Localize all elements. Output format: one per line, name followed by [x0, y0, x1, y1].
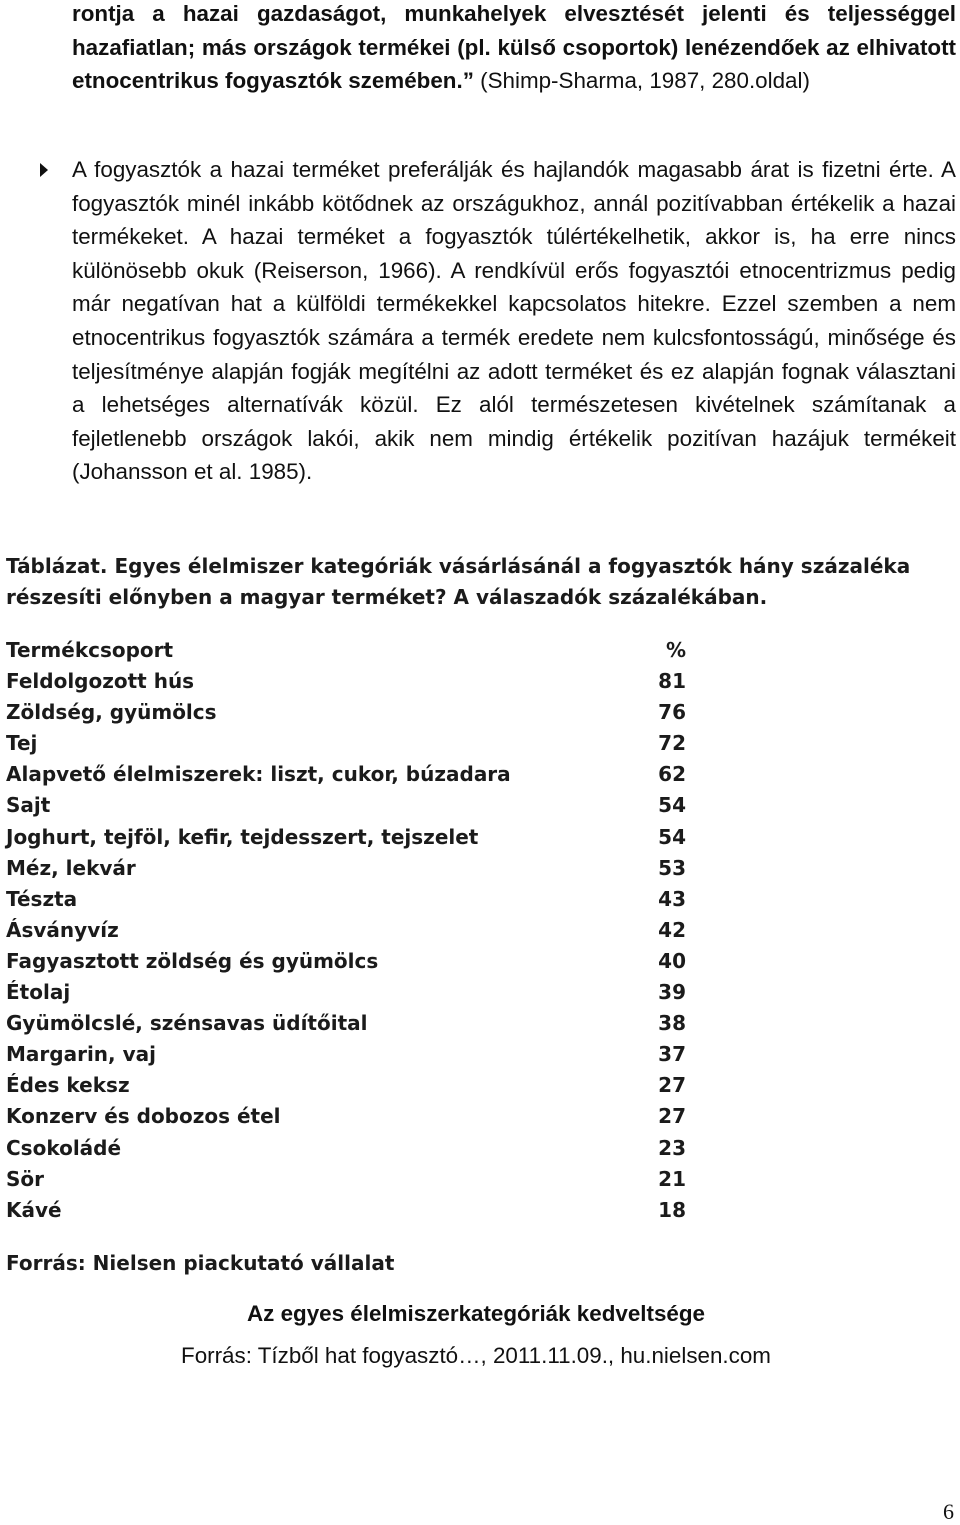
bullet-arrow-icon: [40, 163, 48, 177]
percent-value: 38: [658, 1011, 686, 1036]
percent-value: 54: [658, 793, 686, 818]
table-row: [6, 728, 706, 759]
product-group-name: Csokoládé: [6, 1135, 122, 1160]
table-row: [6, 697, 706, 728]
percent-value: 21: [658, 1166, 686, 1191]
table-source: Forrás: Nielsen piackutató vállalat: [6, 1251, 395, 1275]
product-group-name: Ásványvíz: [6, 917, 119, 942]
paragraph-bullet-text: A fogyasztók a hazai terméket preferálják és hajlandók magasabb árat is fizetni érte. A fogyasztók minél inkább kötődnek az országukhoz, annál pozitívabban értékelik a hazai termékeket. A hazai terméket a fogyasztók túlértékelhetik, akkor is, ha erre nincs különösebb okuk (Reiserson, 1966). A rendkívül erős fogyasztói etnocentrizmus pedig már negatívan hat a külföldi termékekkel kapcsolatos hitekre. Ezzel szemben a nem etnocentrikus fogyasztók számára a termék eredete nem kulcsfontosságú, minősége és teljesítménye alapján fogják megítélni az adott terméket és ez alapján fognak választani a lehetséges alternatívák közül. Ez alól természetesen kivételnek számítanak a fejletlenebb országok lakói, akik nem mindig értékelik pozitívan hazájuk termékeit (Johansson et al. 1985).: [72, 157, 956, 485]
table-row: [6, 790, 706, 821]
percent-value: 40: [658, 948, 686, 973]
product-group-name: Sör: [6, 1166, 45, 1191]
page-number: 6: [943, 1499, 954, 1524]
product-group-name: Gyümölcslé, szénsavas üdítőital: [6, 1011, 368, 1036]
paragraph-etnocentrizmus-quote: [72, 0, 956, 98]
table-row: [6, 853, 706, 884]
table-caption: Táblázat. Egyes élelmiszer kategóriák vásárlásánál a fogyasztók hány százaléka részesíti előnyben a magyar terméket? A válaszadók százalékában.: [6, 554, 911, 609]
percent-value: 81: [658, 669, 686, 693]
percent-value: 62: [658, 762, 686, 787]
percent-value: 53: [658, 855, 686, 880]
table-row: [6, 1070, 706, 1101]
percent-value: 42: [658, 917, 686, 942]
figure-source: Forrás: Tízből hat fogyasztó…, 2011.11.09., hu.nielsen.com: [181, 1343, 771, 1368]
percent-value: 54: [658, 824, 686, 849]
product-group-name: Feldolgozott hús: [6, 669, 195, 693]
percent-value: 18: [658, 1197, 686, 1222]
product-group-name: Fagyasztott zöldség és gyümölcs: [6, 948, 379, 973]
product-group-name: Édes keksz: [6, 1073, 130, 1098]
table-row: [6, 1101, 706, 1132]
percent-value: 72: [658, 731, 686, 756]
percent-value: 27: [658, 1073, 686, 1098]
product-group-name: Joghurt, tejföl, kefir, tejdesszert, tejszelet: [6, 824, 479, 849]
table-row: [6, 946, 706, 977]
quote-bold-text: rontja a hazai gazdaságot, munkahelyek elvesztését jelenti és teljességgel hazafiatlan; más országok termékei (pl. külső csoportok) lenézendőek az elhivatott etnocentrikus fogyasztók szemében.: [72, 1, 956, 94]
table-row: [6, 977, 706, 1008]
column-header-percent: %: [665, 638, 686, 662]
quote-citation: (Shimp-Sharma, 1987, 280.oldal): [473, 68, 810, 94]
table-header-row: [6, 635, 706, 666]
percent-value: 43: [658, 886, 686, 911]
percent-value: 76: [658, 700, 686, 725]
product-group-name: Tészta: [6, 886, 78, 911]
percent-value: 39: [658, 980, 686, 1004]
product-group-name: Étolaj: [6, 980, 71, 1004]
percent-value: 23: [658, 1135, 686, 1160]
product-group-name: Konzerv és dobozos étel: [6, 1104, 281, 1129]
product-group-name: Sajt: [6, 793, 51, 818]
table-row: [6, 666, 706, 697]
product-group-name: Alapvető élelmiszerek: liszt, cukor, búzadara: [6, 762, 511, 787]
table-row: [6, 1039, 706, 1070]
percent-value: 37: [658, 1042, 686, 1067]
product-group-name: Kávé: [6, 1197, 62, 1222]
table-row: [6, 822, 706, 853]
product-group-name: Zöldség, gyümölcs: [6, 700, 217, 725]
table-row: [6, 915, 706, 946]
product-group-name: Méz, lekvár: [6, 855, 136, 880]
table-row: [6, 1195, 706, 1226]
table-row: [6, 759, 706, 790]
table-row: [6, 1133, 706, 1164]
percent-value: 27: [658, 1104, 686, 1129]
closing-quote-mark: ”: [462, 68, 474, 94]
figure-title: Az egyes élelmiszerkategóriák kedveltsége: [246, 1301, 705, 1326]
product-group-name: Tej: [6, 731, 38, 756]
product-group-name: Margarin, vaj: [6, 1042, 156, 1067]
table-row: [6, 884, 706, 915]
table-row: [6, 1164, 706, 1195]
column-header-product-group: Termékcsoport: [6, 638, 174, 662]
table-row: [6, 1008, 706, 1039]
